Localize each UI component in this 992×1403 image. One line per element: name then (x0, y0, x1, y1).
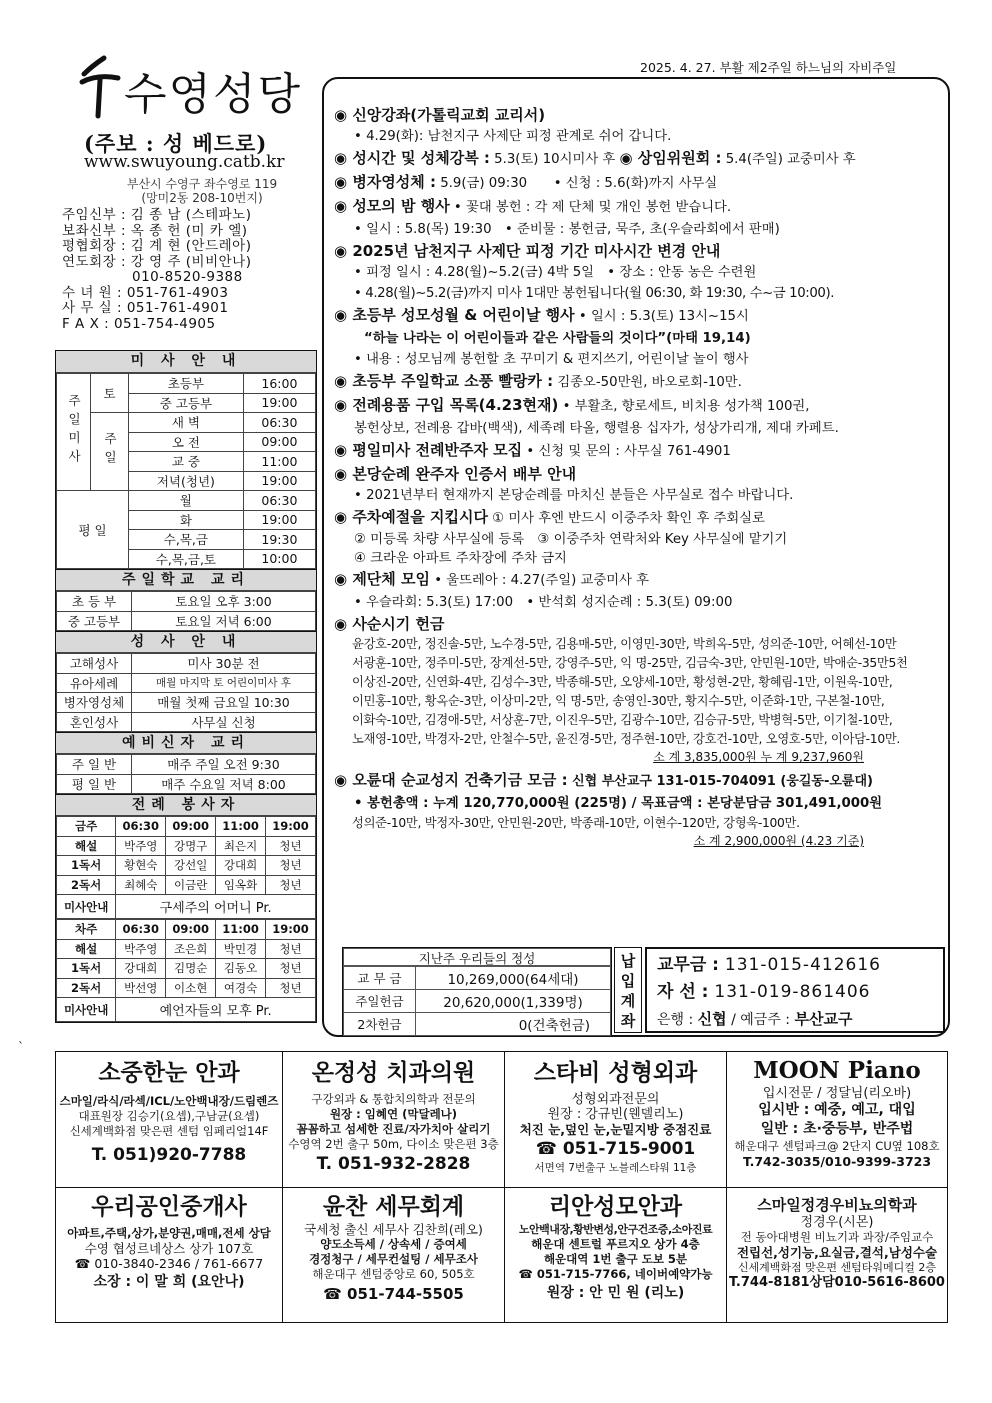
ad-line: ☎ 010-3840-2346 / 761-6677 (74, 1256, 264, 1271)
row-label: 중 고등부 (57, 611, 132, 631)
server-cell: 황현숙 (116, 856, 166, 876)
server-cell: 청년 (266, 856, 316, 876)
row-value: 매주 수요일 저녁 8:00 (132, 774, 316, 794)
school-title: 주일학교 교리 (56, 569, 316, 591)
server-cell: 임옥화 (216, 875, 266, 895)
staff-list (62, 208, 312, 332)
parish-logo (78, 52, 308, 122)
news-list (334, 104, 944, 849)
server-cell: 06:30 (116, 817, 166, 837)
bullet-icon: ◉ (334, 197, 353, 215)
news-detail: • 4.29(화): 남천지구 사제단 피정 관계로 쉬어 갑니다. (354, 129, 672, 144)
server-cell: 박주영 (116, 939, 166, 959)
catechumen-table (56, 754, 316, 794)
ad-line: 노안백내장,황반변성,안구건조증,소아진료 (518, 1223, 713, 1236)
news-item (334, 394, 944, 418)
vertical-label: 주일미사 (66, 393, 82, 468)
mass-name: 수,목,금,토 (129, 549, 244, 569)
ad-line: 해운대구 센텀파크@ 2단지 CU옆 108호 (734, 1139, 940, 1153)
server-cell: 06:30 (116, 920, 166, 940)
ad-phone: T. 051)920-7788 (91, 1145, 247, 1165)
account-number: 131-019-861406 (714, 982, 871, 1002)
offering-value: 20,620,000(1,339명) (416, 990, 611, 1013)
news-detail: • 4.28(월)~5.2(금)까지 미사 1대만 봉헌됩니다(월 06:30, 화 19:30, 수~금 10:00). (354, 286, 835, 301)
bullet-icon: ◉ (334, 771, 353, 789)
bullet-icon: ◉ (334, 149, 353, 167)
donation-line: 성의준-10만, 박정자-30만, 안민원-20만, 박종래-10만, 이현수-120만, 강형욱-100만. (352, 816, 800, 830)
ad-line: 해운대구 센텀중앙로 60, 505호 (312, 1267, 475, 1281)
news-detail: • 일시 : 5.8(목) 19:30 • 준비물 : 봉헌금, 묵주, 초(우슬라회에서 판매) (354, 222, 780, 237)
news-item (334, 104, 944, 126)
mass-name: 새 벽 (129, 413, 244, 433)
news-title: 초등부 성모성월 & 어린이날 행사 (352, 306, 575, 324)
building-summary (334, 793, 944, 814)
ad-phone: ☎ 051-715-9001 (535, 1139, 696, 1159)
ad-dental-clinic[interactable] (283, 1052, 505, 1188)
news-detail: ② 미등록 차량 사무실에 등록 ③ 이중주차 연락처와 Key 사무실에 맡기기 (354, 532, 788, 547)
ad-line: 경정청구 / 세무컨설팅 / 세무조사 (309, 1252, 478, 1266)
server-cell: 미사안내 (57, 895, 116, 919)
servers-table-this-week (56, 816, 316, 919)
bullet-icon: ◉ (334, 372, 353, 390)
offering-label: 주일헌금 (344, 990, 416, 1013)
news-detail: 신협 부산교구 131-015-704091 (웅길동-오륜대) (567, 774, 873, 789)
bullet-icon: ◉ (334, 242, 353, 260)
news-title: 본당순례 완주자 인증서 배부 안내 (352, 465, 577, 483)
donation-total (334, 749, 944, 765)
news-title: 제단체 모임 (352, 570, 430, 588)
ad-line: 전 동아대병원 비뇨기과 과장/주임교수 (740, 1230, 934, 1244)
ad-line: 처진 눈,덮인 눈,눈밑지방 중점진료 (519, 1122, 712, 1137)
bullet-icon: ◉ (334, 106, 353, 124)
donation-line: 이민홍-10만, 황옥순-3만, 이상미-2만, 익 명-5만, 송영인-30만, 황지수-5만, 이준화-1만, 구본철-10만, (352, 694, 885, 708)
payment-account-label: 납입계좌 (614, 947, 642, 1033)
mass-time: 09:00 (243, 432, 315, 452)
account-line (657, 952, 933, 979)
offering-rows (343, 966, 611, 1036)
ad-line: 수영 협성르네상스 상가 107호 (84, 1241, 254, 1256)
mass-time: 11:00 (243, 452, 315, 472)
mass-time: 10:00 (243, 549, 315, 569)
mass-name: 월 (129, 491, 244, 511)
ad-line: 아파트,주택,상가,분양권,매매,전세 상담 (67, 1226, 271, 1240)
ad-line: 정경우(시몬) (800, 1215, 874, 1230)
ad-line: 신세계백화점 맞은편 센텀 임페리얼14F (69, 1124, 269, 1138)
stray-mark: ` (18, 1040, 24, 1054)
ad-title: 리안성모안과 (548, 1194, 683, 1220)
bullet-icon: ◉ (334, 508, 353, 526)
server-cell: 여경숙 (216, 978, 266, 998)
ad-realtor[interactable] (56, 1188, 283, 1322)
holder-name: 부산교구 (794, 1010, 853, 1028)
row-label: 고해성사 (57, 654, 132, 674)
news-title: 사순시기 헌금 (352, 615, 445, 633)
summary-label: • 봉헌총액 : 누계 (354, 796, 459, 811)
server-cell: 해설 (57, 836, 116, 856)
server-cell: 강대희 (216, 856, 266, 876)
ad-phone: T. 051-932-2828 (316, 1154, 471, 1174)
server-cell: 19:00 (266, 817, 316, 837)
news-title: 주차예절을 지킵시다 (352, 508, 488, 526)
total-text: 소 계 2,900,000원 (4.23 기준) (693, 834, 864, 848)
news-title: ◉ 상임위원회 : (619, 149, 722, 167)
news-detail: • 꽃대 봉헌 : 각 제 단체 및 개인 봉헌 받습니다. (449, 200, 732, 215)
news-detail: 5.3(토) 10시미사 후 (489, 152, 620, 167)
news-detail: 5.4(주일) 교중미사 후 (721, 152, 856, 167)
server-cell: 청년 (266, 939, 316, 959)
server-cell: 강선일 (166, 856, 216, 876)
server-cell: 미사안내 (57, 998, 116, 1022)
news-item (334, 568, 944, 592)
jubo-title: (주보 : 성 베드로) (84, 131, 268, 156)
mass-time: 19:30 (243, 530, 315, 550)
ad-line: 대표원장 김승기(요셉),구남균(요셉) (78, 1109, 260, 1123)
server-cell: 조은희 (166, 939, 216, 959)
row-label: 병자영성체 (57, 693, 132, 713)
donation-line: 이상진-20만, 신연화-4만, 김성수-3만, 박종해-5만, 오양세-10만, 황성현-2만, 황혜림-1만, 이원욱-10만, (352, 675, 893, 689)
ad-line: 성형외과전문의 (571, 1092, 660, 1107)
ad-piano[interactable] (727, 1052, 947, 1188)
address-line: 부산시 수영구 좌수영로 119 (126, 177, 278, 191)
ad-title: 소중한눈 안과 (98, 1060, 240, 1086)
donation-item (334, 613, 944, 635)
bullet-icon: ◉ (334, 570, 353, 588)
sunday-mass-label (57, 374, 91, 491)
ad-eye-hospital[interactable] (505, 1188, 727, 1322)
row-label: 혼인성사 (57, 712, 132, 732)
donation-list (334, 635, 944, 749)
server-cell: 청년 (266, 978, 316, 998)
sun-label (91, 413, 129, 491)
news-item (334, 240, 944, 262)
news-detail: 김종오-50만원, 바오로회-10만. (553, 375, 742, 390)
mass-time: 06:30 (243, 491, 315, 511)
address (92, 177, 312, 205)
mass-title: 미 사 안 내 (56, 351, 316, 373)
news-title: 오륜대 순교성지 건축기금 모금 : (352, 771, 568, 789)
summary-value: 120,770,000원 (225명) / 목표금액 : 본당분담금 301,491,000원 (458, 796, 883, 811)
ad-title: 온정성 치과의원 (311, 1060, 476, 1086)
building-total (334, 833, 944, 849)
news-title: 2025년 남천지구 사제단 피정 기간 미사시간 변경 안내 (352, 242, 721, 260)
mass-time: 19:00 (243, 393, 315, 413)
ad-line: 해운대역 1번 출구 도보 5분 (543, 1252, 688, 1266)
news-detail: ④ 크라운 아파트 주차장에 주차 금지 (354, 551, 567, 566)
news-title: 성모의 밤 행사 (352, 197, 450, 215)
server-cell: 해설 (57, 939, 116, 959)
ads-panel (55, 1051, 948, 1323)
server-cell: 강대희 (116, 959, 166, 979)
news-title: 성시간 및 성체강복 : (352, 149, 490, 167)
website-link[interactable]: www.swuyoung.catb.kr (84, 152, 285, 172)
news-item (334, 506, 944, 530)
bullet-icon: ◉ (334, 306, 353, 324)
news-title: 평일미사 전례반주자 모집 (352, 441, 523, 459)
staff-line: 보좌신부 : 옥 종 헌 (미 카 엘) (62, 222, 248, 239)
ad-title: 윤찬 세무회계 (322, 1194, 465, 1220)
news-item (334, 439, 944, 463)
server-cell: 구세주의 어머니 Pr. (116, 895, 316, 919)
bank-label: 은행 : (657, 1012, 694, 1028)
server-cell: 이금란 (166, 875, 216, 895)
ad-phone: ☎ 051-744-5505 (323, 1285, 464, 1303)
row-value: 토요일 오후 3:00 (132, 592, 316, 612)
ad-line: 입시반 : 예중, 예고, 대입 (758, 1102, 916, 1118)
staff-line: 사 무 실 : 051-761-4901 (62, 300, 229, 316)
weekday-label: 평 일 (57, 491, 129, 569)
news-item (334, 195, 944, 219)
offering-value: 10,269,000(64세대) (416, 967, 611, 990)
news-detail: • 내용 : 성모님께 봉헌할 초 꾸미기 & 편지쓰기, 어린이날 놀이 행사 (354, 352, 749, 367)
ad-title: 우리공인중개사 (91, 1193, 247, 1220)
news-detail: ① 미사 후엔 반드시 이중주차 확인 후 주회실로 (487, 511, 765, 526)
building-item (334, 769, 944, 793)
ad-line: 꼼꼼하고 섬세한 진료/자가치아 살리기 (296, 1122, 491, 1136)
address-line: (망미2동 208-10번지) (141, 191, 263, 205)
news-title: 전례용품 구입 목록(4.23현재) (352, 396, 559, 414)
ad-title: 스타비 성형외과 (533, 1060, 698, 1086)
mass-name: 화 (129, 510, 244, 530)
news-detail: • 일시 : 5.3(토) 13시~15시 (574, 309, 749, 324)
donation-line: 노재영-10만, 박경자-2만, 안철수-5만, 윤진경-5만, 정주현-10만, 강호건-10만, 오영호-5만, 이아담-10만. (352, 732, 901, 746)
staff-line: 주임신부 : 김 종 남 (스테파노) (62, 207, 252, 223)
server-cell: 금주 (57, 817, 116, 837)
ad-line: 국세청 출신 세무사 김찬희(레오) (304, 1222, 483, 1237)
servers-title: 전례 봉사자 (56, 794, 316, 816)
staff-line: 평협회장 : 김 계 현 (안드레아) (62, 238, 252, 254)
ad-line: 일반 : 초·중등부, 반주법 (760, 1121, 914, 1137)
ad-phone: T.744-8181상담010-5616-8600 (729, 1275, 945, 1290)
offering-label: 교 무 금 (344, 967, 416, 990)
server-cell: 09:00 (166, 920, 216, 940)
news-detail: • 부활초, 향로세트, 비치용 성가책 100권, (558, 399, 810, 414)
news-title: 초등부 주일학교 소풍 빨랑카 : (352, 372, 554, 390)
news-detail: 봉헌상보, 전례용 갑바(백색), 세족례 타올, 행렬용 십자가, 성상가리개, 제대 카페트. (354, 421, 839, 436)
news-title: 병자영성체 : (352, 173, 436, 191)
ad-line: 전립선,성기능,요실금,결석,남성수술 (736, 1245, 938, 1260)
ad-line: 원장 : 임혜연 (막달레나) (329, 1107, 458, 1121)
bullet-icon: ◉ (334, 465, 353, 483)
server-cell: 1독서 (57, 959, 116, 979)
ad-line: 양도소득세 / 상속세 / 증여세 (320, 1237, 467, 1251)
sat-label: 토 (91, 374, 129, 413)
bullet-icon: ◉ (334, 615, 353, 633)
schedule-panel (55, 350, 317, 1023)
offering-value: 0(건축헌금) (416, 1013, 611, 1036)
mass-name: 중 고등부 (129, 393, 244, 413)
ad-phone: 원장 : 안 민 원 (리노) (546, 1285, 685, 1301)
ad-eye-clinic[interactable] (56, 1052, 283, 1188)
news-detail: 5.9(금) 09:30 • 신청 : 5.6(화)까지 사무실 (435, 176, 718, 191)
news-item (334, 171, 944, 195)
donation-line: 이화숙-10만, 김경애-5만, 서상훈-7만, 이진우-5만, 김광수-10만, 김승규-5만, 박병혁-5만, 이기철-10만, (352, 713, 893, 727)
holder-label: / 예금주 : (731, 1012, 791, 1028)
offering-table (342, 947, 612, 1037)
account-label: 자 선 : (657, 982, 709, 1002)
mass-name: 수,목,금 (129, 530, 244, 550)
ad-title: 스마일정경우비뇨의학과 (757, 1196, 917, 1214)
mass-time: 19:00 (243, 510, 315, 530)
account-line (657, 979, 933, 1006)
news-item (334, 370, 944, 394)
news-item (334, 304, 944, 328)
ad-line: ☎ 051-715-7766, 네이버예약가능 (518, 1267, 713, 1281)
server-cell: 이소현 (166, 978, 216, 998)
server-cell: 최은지 (216, 836, 266, 856)
catechumen-title: 예비신자 교리 (56, 732, 316, 754)
server-cell: 박선영 (116, 978, 166, 998)
mass-name: 초등부 (129, 374, 244, 394)
server-cell: 2독서 (57, 978, 116, 998)
ad-line: 원장 : 강규빈(웬델리노) (547, 1107, 684, 1122)
news-detail: “하늘 나라는 이 어린이들과 같은 사람들의 것이다”(마태 19,14) (364, 331, 751, 346)
news-detail: • 우슬라회: 5.3(토) 17:00 • 반석회 성지순례 : 5.3(토) 09:00 (354, 595, 733, 610)
server-cell: 김동오 (216, 959, 266, 979)
server-cell: 19:00 (266, 920, 316, 940)
news-item (334, 147, 944, 171)
staff-line: F A X : 051-754-4905 (62, 315, 216, 332)
vertical-label: 주일 (102, 431, 118, 469)
row-label: 유아세례 (57, 673, 132, 693)
news-title: 신앙강좌(가톨릭교회 교리서) (352, 106, 546, 124)
school-table (56, 591, 316, 631)
staff-line: 수 녀 원 : 051-761-4903 (62, 284, 229, 301)
sacrament-title: 성 사 안 내 (56, 631, 316, 653)
server-cell: 청년 (266, 959, 316, 979)
row-label: 평 일 반 (57, 774, 132, 794)
news-detail: • 신청 및 문의 : 사무실 761-4901 (522, 444, 731, 459)
server-cell: 박민경 (216, 939, 266, 959)
mass-time: 19:00 (243, 471, 315, 491)
row-value: 토요일 저녁 6:00 (132, 611, 316, 631)
server-cell: 11:00 (216, 920, 266, 940)
account-number: 131-015-412616 (724, 955, 881, 975)
ad-line: 신세계백화점 맞은편 센텀타워메디컬 2층 (737, 1261, 937, 1274)
ad-line: 스마일/라식/라섹/ICL/노안백내장/드림렌즈 (59, 1094, 279, 1108)
ad-urology[interactable] (727, 1188, 947, 1322)
ad-line: 구강외과 & 통합치의학과 전문의 (311, 1092, 476, 1106)
news-detail: • 피정 일시 : 4.28(월)~5.2(금) 4박 5일 • 장소 : 안동 농은 수련원 (354, 265, 757, 280)
account-label: 교무금 : (657, 955, 719, 975)
account-box (645, 947, 945, 1033)
bullet-icon: ◉ (334, 173, 353, 191)
ad-plastic-surgery[interactable] (505, 1052, 727, 1188)
donation-line: 서광훈-10만, 정주미-5만, 장계선-5만, 강영주-5만, 익 명-25만, 김금숙-3만, 안민원-10만, 박애순-35만5천 (352, 656, 908, 670)
mass-table (56, 373, 316, 569)
server-cell: 최혜숙 (116, 875, 166, 895)
row-value: 매주 주일 오전 9:30 (132, 755, 316, 775)
server-cell: 1독서 (57, 856, 116, 876)
mass-name: 오 전 (129, 432, 244, 452)
mass-name: 교 중 (129, 452, 244, 472)
logo-text: 수영성당 (124, 69, 303, 120)
server-cell: 09:00 (166, 817, 216, 837)
server-cell: 예언자들의 모후 Pr. (116, 998, 316, 1022)
bank-line (657, 1006, 933, 1034)
ad-line: 입시전문 / 정달님(리오바) (762, 1086, 912, 1101)
total-text: 소 계 3,835,000원 누 계 9,237,960원 (653, 750, 864, 764)
staff-line: 010-8520-9388 (62, 269, 243, 285)
offering-label: 2차헌금 (344, 1013, 416, 1036)
bullet-icon: ◉ (334, 441, 353, 459)
donation-line: 윤강호-20만, 정진솔-5만, 노수경-5만, 김용매-5만, 이영민-30만, 박희옥-5만, 성의준-10만, 어혜선-10만 (352, 637, 897, 651)
ad-phone: 소장 : 이 말 희 (요안나) (93, 1274, 245, 1290)
ad-title: MOON Piano (753, 1057, 921, 1084)
server-cell: 차주 (57, 920, 116, 940)
server-cell: 11:00 (216, 817, 266, 837)
server-cell: 청년 (266, 875, 316, 895)
row-label: 초 등 부 (57, 592, 132, 612)
row-value: 매월 첫째 금요일 10:30 (132, 693, 316, 713)
row-value: 사무실 신청 (132, 712, 316, 732)
server-cell: 청년 (266, 836, 316, 856)
server-cell: 박주영 (116, 836, 166, 856)
ad-line: 수영역 2번 출구 50m, 다이소 맞은편 3층 (288, 1137, 499, 1151)
servers-table-next-week (56, 919, 316, 1022)
news-item (334, 463, 944, 485)
cross-logo-icon (78, 52, 126, 122)
ad-line: 해운대 센트럴 푸르지오 상가 4층 (531, 1237, 700, 1251)
bank-name: 신협 (697, 1010, 727, 1028)
bullet-icon: ◉ (334, 396, 353, 414)
ad-line: 서면역 7번출구 노블레스타워 11층 (534, 1162, 697, 1174)
server-cell: 김명순 (166, 959, 216, 979)
date-line: 2025. 4. 27. 부활 제2주일 하느님의 자비주일 (640, 60, 897, 75)
ad-phone: T.742-3035/010-9399-3723 (742, 1154, 932, 1169)
row-value: 미사 30분 전 (132, 654, 316, 674)
news-detail: • 울뜨레아 : 4.27(주일) 교중미사 후 (430, 573, 649, 588)
news-detail: • 2021년부터 현재까지 본당순례를 마치신 분들은 사무실로 접수 바랍니다. (354, 488, 794, 503)
sacrament-table (56, 653, 316, 732)
row-label: 주 일 반 (57, 755, 132, 775)
offering-head: 지난주 우리들의 정성 (343, 948, 611, 966)
ad-tax-office[interactable] (283, 1188, 505, 1322)
staff-line: 연도회장 : 강 영 주 (비비안나) (62, 253, 252, 270)
server-cell: 2독서 (57, 875, 116, 895)
mass-name: 저녁(청년) (129, 471, 244, 491)
mass-time: 16:00 (243, 374, 315, 394)
server-cell: 강명구 (166, 836, 216, 856)
row-value: 매월 마지막 토 어린이미사 후 (132, 673, 316, 693)
mass-time: 06:30 (243, 413, 315, 433)
